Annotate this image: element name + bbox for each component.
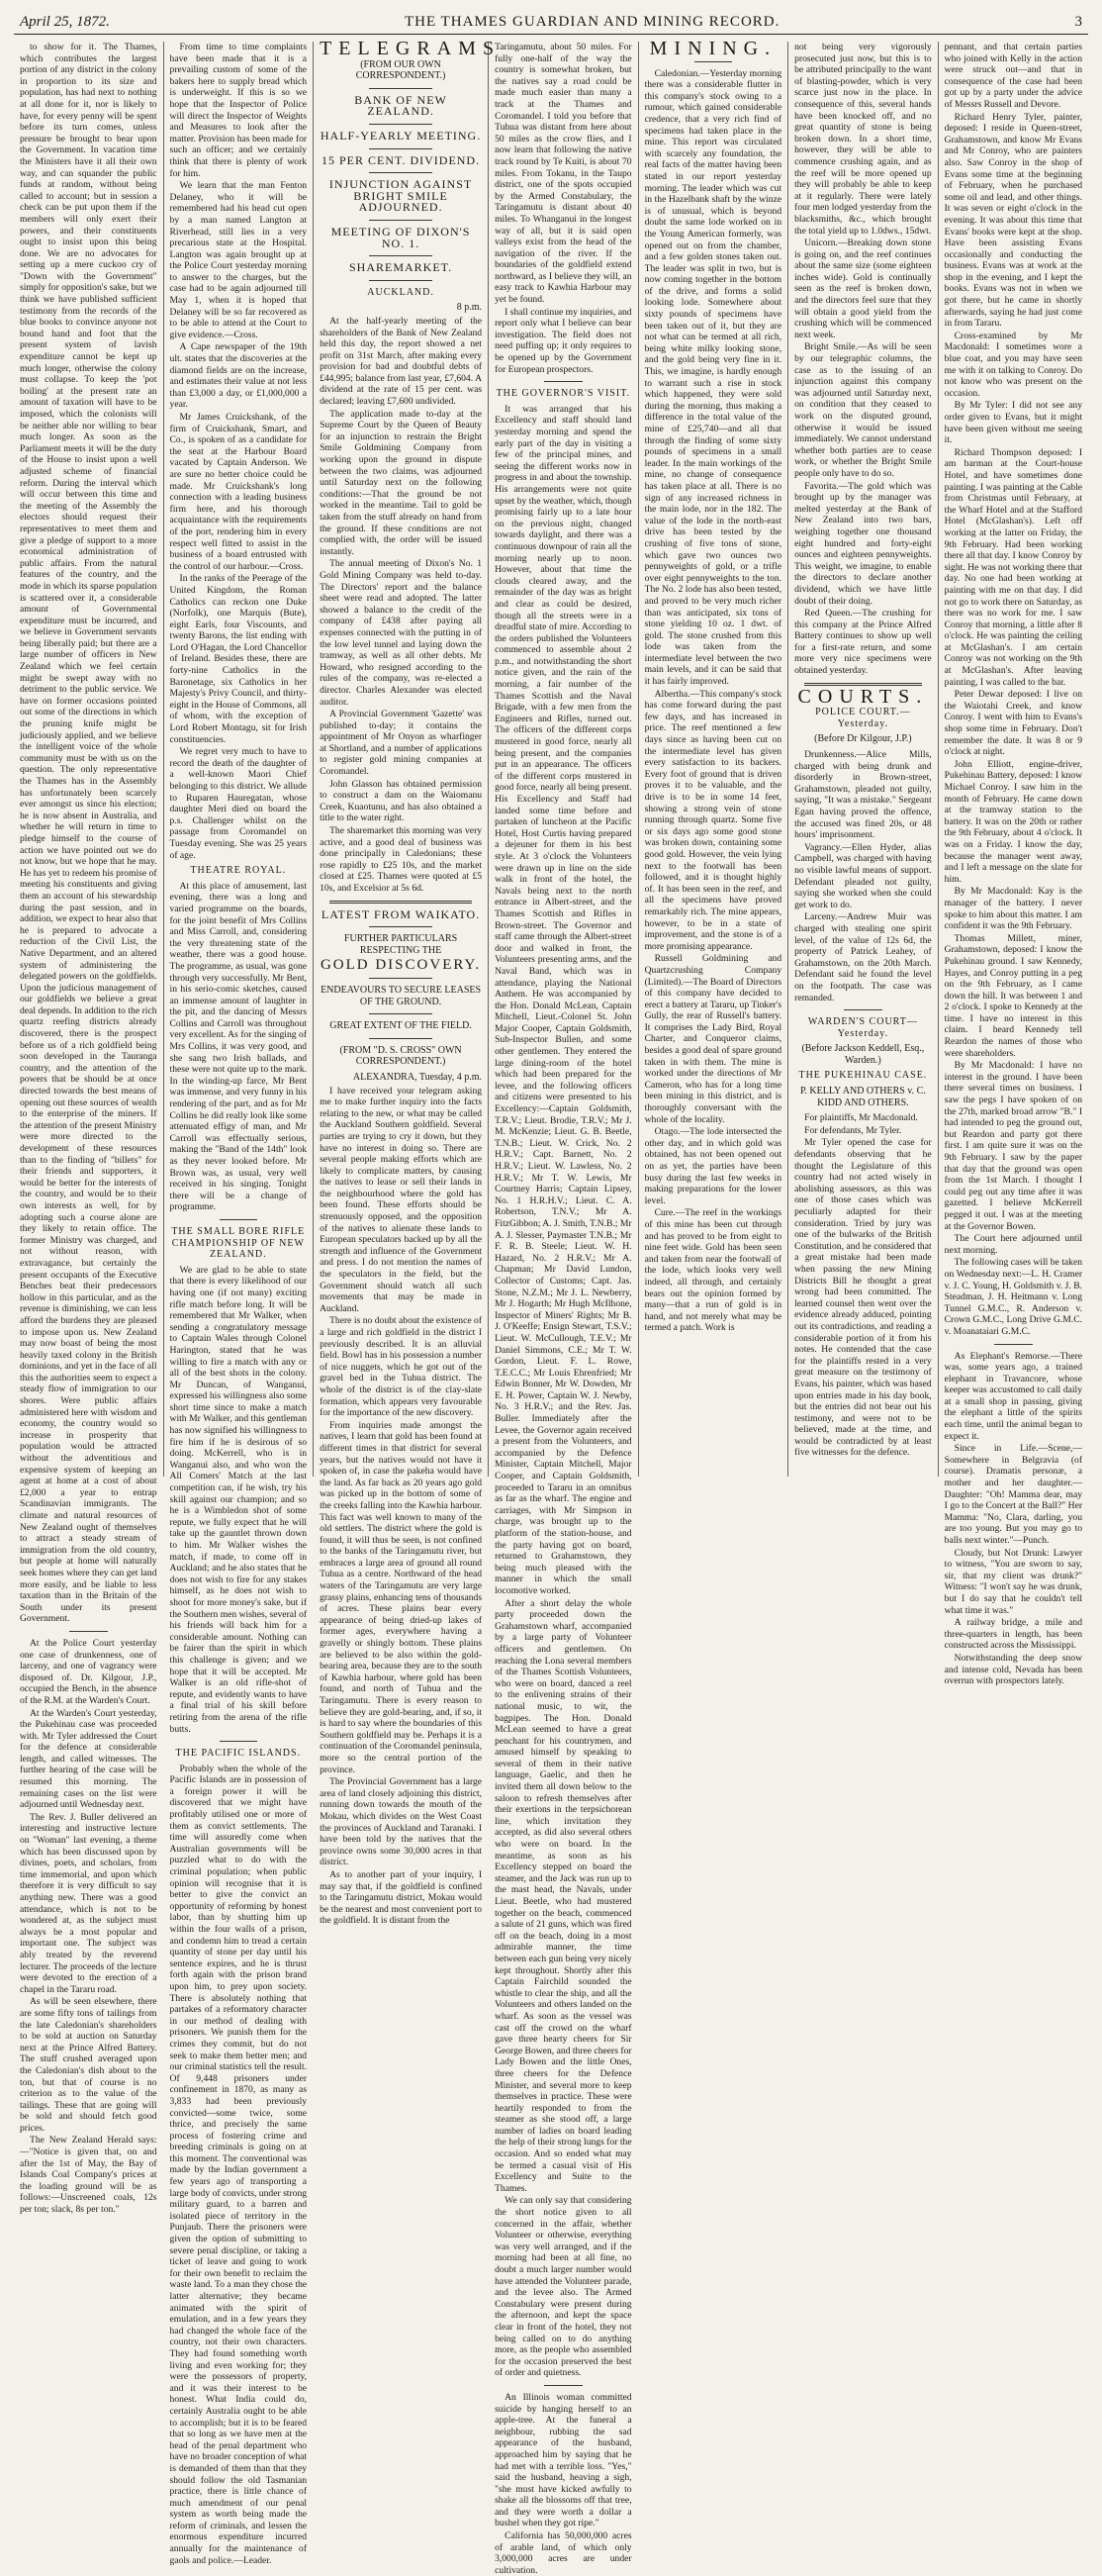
case-parties: P. KELLY AND OTHERS v. C. KIDD AND OTHERS. (799, 1086, 926, 1108)
court-paragraph: Thomas Millett, miner, Grahamstown, deposed: I know the Pukehinau ground. I saw Kennedy, Hayes, and Conroy putting in a peg on the 9th February, as I came down the hill. It was between 1 and 2 o'clock. I spoke to Kennedy at the time. I have no interest in this claim. I heard Kennedy tell Reardon the names of those who were shareholders. (944, 932, 1083, 1059)
page-number: 3 (1074, 13, 1082, 30)
court-paragraph: Richard Thompson deposed: I am barman at the Court-house Hotel, and have sometimes done painting. I was painting at the Cable from Christmas until February, at the Wharf Hotel and at the Stafford Hotel (McGlashan's). Left off working at the latter on Friday, the 9th February. Had been working there all that day. I know Conroy by sight. He was not working there that day. No one had been working at painting with me on that day. I did not go to work there on Saturday, as there was no work for me. I saw Conroy that morning, a little after 8 o'clock. He was painting the ceiling at McGlashan's. I am certain Conroy was not working on the 9th at McGlashan's. After leaving painting, I was called to the bar. (944, 446, 1083, 688)
mining-paragraph: Bright Smile.—As will be seen by our telegraphic columns, the case as to the issuing of an injunction against this company was adjourned until Saturday next, on condition that they ceased to work on the disputed ground, otherwise it would be issued immediately. We cannot understand whether both parties are to cease work, or whether the Bright Smile people only have to do so. (794, 341, 932, 479)
mining-paragraph: Albertha.—This company's stock has come forward during the past few days, and has increased in price. The reef mentioned a few days since as having been cut on the intermediate level has given every satisfaction to its backers. Every foot of ground that is driven proves it to be valuable, and the drive is to be in some 14 feet, showing a strong vein of stone running through quartz. Some five or six days ago some good stone was broken down, containing some good gold. However, the vein lying next to the footwall has been followed, and it is thought highly of. It has been seen in the reef, and all the specimens have proved remarkably rich. The mine appears, however, to be in a state of improvement, and the stone is of a more promising appearance. (644, 688, 782, 952)
subheading: (FROM "D. S. CROSS" OWN CORRESPONDENT.) (339, 1044, 462, 1068)
report-paragraph: It was arranged that his Excellency and staff should land yesterday morning and spend the early part of the day in visiting a few of the principal mines, and seeing the different works now in progress in and about the township. His arrangements were not quite upset by the weather, which, though promising fairly up to a late hour on the previous night, changed towards daylight, and there was a continuous downpour of rain all the morning nearly up to noon. However, about that time the clouds cleared away, and the remainder of the day was as bright and clear as could be desired, though all the streets were in a dreadful state of mire. According to the orders published the Volunteers commenced to assemble about 2 p.m., and notwithstanding the short notice given, and the rain of the morning, a fair number of the Thames Scottish and the Naval Brigade, with a few men from the Engineers and Rifles, turned out. The officers of the different corps mustered in good force, nearly all being present, and the companies put in an appearance. The officers of the different corps mustered in good force, nearly all being present. His Excellency and Staff had landed some time before and partaken of luncheon at the Pacific Hotel, Host Curtis having prepared a dejeuner for them in his best style. At 3 o'clock the Volunteers were drawn up in line on the side walk in front of the hotel, the Navals being next to the north entrance in Albert-street, and the Thames Scottish and Rifles in Brown-street. The Governor and staff came through the Albert-street door and walked in front, the Volunteers presenting arms, and the Naval Band, which was in attendance, playing the National Anthem. He was accompanied by the Hon. Donald McLean, Captain Mitchell, Lieut.-Colonel St. John Major Cooper, Captain Goldsmith, Sub-Inspector Bullen, and some other gentlemen. They entered the large dining-room of the hotel which had been prepared for the levee, and the following officers and citizens were presented to his Excellency:—Captain Goldsmith, T.R.V.; Lieut. Brodie, T.R.V.; Mr J. M. McKenzie; Lieut. G. B. Beetle, T.N.B.; Lieut. W. Crick, No. 2 H.R.V.; Capt. Barnett, No. 2 H.R.V.; Lieut. W. Lawless, No. 2 H.R.V.; Mr T. W. Lewis, Mr Courtney Harris; Captain Lipsey, No. 1 H.R.H.V.; Lieut. C. A. Robertson, T.N.V.; Mr A. FitzGibbon; A. J. Smith, T.N.B.; Mr A. J. Slesser, Paymaster T.N.B.; Mr F. R. B. Steele; Lieut. W. H. Hazard, No. 2 H.R.V.; Mr A. Chapman; Mr David Lundon, Collector of Customs; Capt. Jas. Stone, N.Z.M.; Mr J. L. Newberry, Mr J. Hogarth; Mr Hugh McIlhone, Inspector of Miners' Rights; Mr B. J. O'Keeffe; Ensign Stewart, T.S.V.; Lieut. W. McCullough, T.E.V.; Mr Daniel Simmons, C.E.; Mr T. W. Gordon, Lieut. F. L. Rowe, T.E.C.C.; Mr Louis Ehrenfried; Mr Edwin Bonner, Mr W. Dowden, Mr E. H. Power, Captain W. J. Newby, No. 3 H.R.V.; and the Rev. Jas. Buller. Immediately after the Levee, the Governor again received a present from the Volunteers, and accompanied by the Defence Minister, Captain Mitchell, Major Cooper, and Captain Goldsmith, proceeded to Tararu in an omnibus as far as the wharf. The engine and carriages, with Mr Simpson in charge, was brought up to the platform of the station-house, and the party having got on board, returned to Grahamstown, they being much pleased with the manner in which the small locomotive worked. (495, 403, 632, 1596)
court-heading: WARDEN'S COURT—Yesterday. (807, 1016, 918, 1039)
news-paragraph: From time to time complaints have been made that it is a prevailing custom of some of the bakers here to supply bread which is underweight. If this is so we hope that the Inspector of Police will direct the Inspector of Weights and Measures to look after the matter. Provision has been made for such an officer; and we certainly think that there is plenty of work for him. (169, 42, 308, 179)
dateline-place: AUCKLAND. (367, 286, 434, 298)
divider (329, 901, 472, 904)
report-paragraph: As to another part of your inquiry, I may say that, if the goldfield is confined to the Taringamutu district, Mokau would be the nearest and most convenient port to the goldfield. It is distant from the (320, 1868, 483, 1927)
subheading: GREAT EXTENT OF THE FIELD. (329, 1020, 472, 1032)
news-paragraph: An Illinois woman committed suicide by hanging herself to an apple-tree. At the funeral a neighbour, rubbing the sad appearance of the husband, approached him by saying that he had met with a terrible loss. "Yes," said the husband, heaving a sigh, "she must have kicked awfully to shake all the blossoms off that tree, and they were worth a dollar a bushel when they got ripe." (495, 2391, 632, 2529)
report-paragraph: Taringamutu, about 50 miles. For fully one-half of the way the country is somewhat broken, but the natives say a road could be made much easier than many a track at the Thames and Coromandel. I told you before that Tuhua was distant from here about 50 miles as the crow flies, and I now learn that following the native track round by Te Kuiti, is about 70 miles. From Tokanu, in the Taupo district, one of the spots occupied by the Armed Constabulary, the Taringamutu is distant about 40 miles. To Whanganui in the longest way of all, but it is said open valleys exist from the head of the navigation of the river. If the boundaries of the goldfield extend northward, as I believe they will, an easy track to Kawhia Harbour may yet be found. (495, 42, 632, 306)
counsel-line: For defendants, Mr Tyler. (804, 1124, 902, 1136)
headline: MEETING OF DIXON'S NO. 1. (330, 224, 471, 250)
column-3 (314, 38, 502, 1927)
column-6 (788, 42, 939, 1477)
mining-paragraph: Caledonian.—Yesterday morning there was a considerable flutter in this company's stock owing to a rumour, which gained considerable credence, that a very rich find of specimens had taken place in the mine. This report was circulated with scarcely any foundation, the real facts of the matter having been stated in our report yesterday morning. The leader which was cut in the Hazelbank shaft by the winze is of unusual, which is beyond doubt the same lode worked on in the Young American formerly, was opened out on from the chamber, and a few golden stones taken out. The leader was split in two, but is now coming together in the bottom of the drive, and forms a solid looking lode. Somewhere about sixty pounds of specimens have been taken out of it, but they are not what can be termed at all rich, being white milky looking stone, and the gold being very fine in it. This, we imagine, is hardly enough to warrant such a rise in stock which happened, they were sold during the morning, thus making a difference in the total value of the mine of £25,740—and all that through the finding of some sixty pounds of specimens in a small leader. In the main workings of the mine, no change of consequence has taken place at all. There is no sign of any increased richness in the main lode, nor in the 182. The value of the lode in the north-east drive has been tested by the crushing of five tons of stone, which gave two ounces two pennyweights of gold, or a trifle over eight pennyweights to the ton. The No. 2 lode has also been tested, and proved to be very much richer than was anticipated, six tons of stone yielding 10 oz. 1 dwt. of gold. The stone crushed from this lode was taken from the intermediate level between the two main levels, and it can be said that it has fairly improved. (644, 67, 782, 688)
headline: HALF-YEARLY MEETING. (320, 128, 482, 143)
column-5 (639, 38, 789, 1477)
divider (220, 1741, 258, 1742)
news-paragraph: A Cape newspaper of the 19th ult. states that the discoveries at the diamond fields are on the increase, and estimates their value at not less than £3,000 a day, or £1,000,000 a year. (169, 341, 308, 411)
section-heading-theatre: THEATRE ROYAL. (190, 865, 287, 877)
dateline-time: 8 p.m. (456, 302, 483, 314)
court-paragraph: Larceny.—Andrew Muir was charged with stealing one spirit level, of the value of 12s 6d, the property of Patrick Leahey, of Grahamstown, on the 20th March. Defendant said he found the level on the footpath. The case was remanded. (794, 911, 932, 1003)
court-paragraph: Drunkenness.—Alice Mills, charged with being drunk and disorderly in Brown-street, Grahamstown, pleaded not guilty, saying, "It was a mistake." Sergeant Egan having proved the offence, the accused was fined 20s, or 48 hours' imprisonment. (794, 749, 932, 841)
headline: BANK OF NEW ZEALAND. (354, 92, 447, 119)
court-paragraph: Mr Tyler opened the case for defendants observing that he thought the Legislature of this country had not acted wisely in abolishing assessors, as this was one of those cases which was peculiarly adapted for their consideration. Tried by jury was one of the bulwarks of the British Constitution, and he considered that a great mistake had been made when passing the new Mining Districts Bill he thought a great wrong had been committed. The learned counsel then went over the evidence already adduced, pointing out its contradictions, and reading a considerable portion of it from his notes. He contended that the case for the plaintiffs rested in a very great measure on the testimony of Evans, his painter, which was based upon entries made in his day book, but the entries did not bear out his testimony, and were not to be believed, made at the time, and would be contradicted by at least five witnesses for the defence. (794, 1137, 932, 1459)
court-paragraph: By Mr Macdonald: I have no interest in the ground. I have been there several times on business. I saw the pegs I have spoken of on the 27th, marked broad arrow "B." I had intended to peg the ground out, but Reardon and party got there first. I am quite sure it was on the 9th February. I saw by the paper that day that the ground was open from the 1st March. I thought I could peg out any time after it was gazetted. I believe McKerrell pegged it out. I was at the meeting at the Governor Bowen. (944, 1060, 1083, 1232)
divider (369, 280, 432, 281)
divider (994, 1344, 1033, 1345)
court-paragraph: The following cases will be taken on Wednesday next:—L. H. Cramer v. J. C. Young, H. Goldsmith v. J. B. Steadman, J. H. Heitmann v. Long Tunnel G.M.C., R. Anderson v. Crown G.M.C., Long Drive G.M.C. v. Moanataiari G.M.C. (944, 1257, 1083, 1337)
divider (369, 88, 432, 89)
mining-paragraph: Red Queen.—The crushing for this company at the Prince Alfred Battery continues to show up well for a first-rate return, and some more very nice specimens were obtained yesterday. (794, 608, 932, 677)
news-paragraph: In the ranks of the Peerage of the United Kingdom, the Roman Catholics can reckon one Duke (Norfolk), one Marquis (Bute), eight Earls, four Viscounts, and twenty Barons, the list ending with Lord O'Hagan, the Lord Chancellor of Ireland. Besides these, there are forty-nine Catholics in the Baronetage, six Catholics in her Majesty's Privy Council, and thirty-eight in the House of Commons, all of whom, with the exception of Lord Robert Montagu, sit for Irish constituencies. (169, 573, 308, 745)
court-paragraph: Richard Henry Tyler, painter, deposed: I reside in Queen-street, Grahamstown, and know Mr Evans and Mr Conroy, who are painters also. Saw Conroy in the shop of Evans some time at the beginning of February, when he purchased some oil and lead, and other things. It was seven or eight o'clock in the evening. It was about this time that Evans' books were kept at the shop. Have been assisting Evans occasionally and conducting the business. Evans was at work at the shop in the evening, and I kept the books. Evans was not in when we got there, but he came in shortly afterwards, saying he had just come in from Tararu. (944, 111, 1083, 330)
news-paragraph: As will be seen elsewhere, there are some fifty tons of tailings from the late Caledonian's shareholders to be sold at auction on Saturday next at the Prince Alfred Battery. The stuff crushed averaged upon the Caledonian's dish about to the ton, but that of course is no criterion as to the value of the tailings. These that are going will be sold and should fetch good prices. (20, 1996, 157, 2134)
column-4 (489, 42, 639, 2576)
divider (369, 255, 432, 256)
news-paragraph: We learn that the man Fenton Delaney, who it will be remembered had his head cut open by a man named Langton at Riverhead, still lies in a very precarious state at the Hospital. Langton was again brought up at the Police Court yesterday morning to answer to the charges, but the case had to be again adjourned till May 1, when it is hoped that Delaney will be so far recovered as to be able to attend at the Court to give evidence.—Cross. (169, 180, 308, 340)
court-paragraph: Peter Dewar deposed: I live on the Waiotahi Creek, and know Conroy. I went with him to Evans's shop some time in February. Don't remember the date. It was 8 or 9 o'clock at night. (944, 689, 1083, 758)
mining-paragraph: Unicorn.—Breaking down stone is going on, and the reef continues about the same size (some eighteen inches wide). Gold is continually seen as the reef is broken down, and the directors feel sure that they will obtain a good yield from the crushing which will be commenced next week. (794, 238, 932, 340)
section-heading-governor: THE GOVERNOR'S VISIT. (496, 388, 631, 400)
case-title: THE PUKEHINAU CASE. (798, 1070, 928, 1082)
report-paragraph: We can only say that considering the short notice given to all concerned in the affair, whether Volunteer or otherwise, everything was very well arranged, and if the morning had been at all fine, no doubt a much larger number would have attended the Volunteer parade, and the levee also. The Armed Constabulary were present during the afternoon, and kept the space clear in front of the hotel, they not being called on to do anything more, as the people who assembled for the occasion preserved the best of order and quietness. (495, 2195, 632, 2379)
court-subheading: (Before Dr Kilgour, J.P.) (814, 733, 912, 745)
counsel-line: For plaintiffs, Mr Macdonald. (804, 1112, 918, 1124)
report-paragraph: After a short delay the whole party proceeded down the Grahamstown wharf, accompanied by a large party of Volunteer officers and gentlemen. On reaching the Lona several members of the Thames Scottish Volunteers, who were on board, danced a reel to the enlivening strains of their national music, to wit, the bagpipes. The Hon. Donald McLean seemed to have a great penchant for his countrymen, and amused himself by speaking to several of them in their native language, Gaelic, and then he invited them all down below to the saloon to refresh themselves after their exertions in the terpsichorean line, which invitation they accepted, as did also several others who were on board. In the meantime, as soon as his Excellency stepped on board the steamer, and the Jack was run up to the mast head, the Navals, under Lieut. Beetle, who had mustered together on the beach, commenced a salute of 21 guns, which was fired off on the beach, doing in a most admirable manner, the time between each gun being very nicely kept throughout. Shortly after this Captain Fairchild sounded the whistle to clear the ship, and all the Volunteers and others landed on the wharf. As soon as the vessel was cast off the crowd on the wharf gave three hearty cheers for Sir George Bowen, and three cheers for Lady Bowen and the little Ones, three cheers for the Defence Minister, and several more to keep themselves in practice. These were heartily responded to from the steamer as she stood off, a large number of ladies on board leading the help of their strong lungs for the occasion. And so ended what may be termed a casual visit of His Excellency and Suite to the Thames. (495, 1597, 632, 2194)
report-paragraph: I have received your telegram asking me to make further inquiry into the facts relating to the new, or what may be called the Auckland Southern goldfield. Several parties are trying to cry it down, but they have no interest in doing so. There are several people making efforts which are likely to complicate matters, by causing the natives to lease or sell their lands in the neighbourhood where the gold has been found. These efforts should be strenuously opposed, and the opposition of the natives to alienate these lands to European speculators backed up by all the strength and influence of the Government and press. I do not mention the names of the speculators in the field, but the Government should watch all such movements that may be made in Auckland. (320, 1085, 483, 1314)
divider (369, 220, 432, 221)
mining-paragraph: Cure.—The reef in the workings of this mine has been cut through and has proved to be from eight to nine feet wide. Gold has been seen and taken from near the footwall of the lode, which looks very well indeed, all through, and certainly bears out the opinion formed by many—that a run of gold is in hand, and not merely what may be termed a patch. Work is (644, 1207, 782, 1334)
report-paragraph: From inquiries made amongst the natives, I learn that gold has been found at different times in that district for several years, but the natives would not have it spoken of, in case the pakeha would have the land. As far back as 20 years ago gold was picked up in the bottom of some of the creeks falling into the Kawhia harbour. This fact was well known to many of the old settlers. The district where the gold is found, it will thus be seen, is not confined to the banks of the Taringamutu river, but embraces a large area of ground all round Tuhua as a centre. Northward of the head waters of the Taringamutu are very large grassy plains, enhancing tens of thousands of acres. These plains bear every appearance of being dried-up lakes of former ages, everywhere having a gravelly or shingly bottom. These plains are believed to be also within the gold-bearing area, because they are to the south of Kawhia harbour, where gold has been found, and north of Tuhua and the Taringamutu. There is every reason to believe they are gold-bearing, and, if so, it is hard to say where the boundaries of this Southern goldfield may be. Perhaps it is a continuation of the Coromandel peninsula, more so the central portion of the province. (320, 1419, 483, 1775)
section-heading-rifle: THE SMALL BORE RIFLE CHAMPIONSHIP OF NEW ZEALAND. (171, 1225, 306, 1261)
section-heading-waikato: LATEST FROM WAIKATO. (321, 906, 481, 921)
report-paragraph: I shall continue my inquiries, and report only what I believe can bear investigation. The field does not need puffing up; it only requires to be opened up by the Government for European prospectors. (495, 306, 632, 375)
divider (369, 124, 432, 125)
subheading: FURTHER PARTICULARS RESPECTING THE (343, 933, 458, 956)
divider (369, 172, 432, 173)
telegram-paragraph: The application made to-day at the Supreme Court by the Queen of Beauty for an injunction to restrain the Bright Smile Goldmining Company from working upon the ground in dispute between the two claims, was adjourned until Saturday next on the following conditions:—That the ground be not worked in the meantime. Tail to gold be taken from the stuff already on hand from the ground. If these conditions are not complied with, the order will be issued instantly. (320, 408, 483, 557)
news-paragraph: Mr James Cruickshank, of the firm of Cruickshank, Smart, and Co., is spoken of as a candidate for the seat at the Harbour Board vacated by Captain Anderson. We are sure no better choice could be made. Mr Cruickshank's long connection with a leading business firm here, and his thorough acquaintance with the requirements of the port, rendering him in every respect well fitted to assist in the business of a board entrusted with the control of our harbour.—Cross. (169, 412, 308, 572)
telegrams-subtitle: (FROM OUR OWN CORRESPONDENT.) (355, 58, 446, 82)
subheading-gold: GOLD DISCOVERY. (320, 957, 482, 974)
news-paragraph: Since in Life.—Scene,—Somewhere in Belgravia (of course). Dramatis personæ, a mother and her daughter.—Daughter: "Oh! Mamma dear, may I go to the Concert at the Ball?" Her Mamma: "No, Clara, darling, you are too young. But you may go to balls next winter."—Punch. (944, 1443, 1083, 1546)
columns (14, 38, 1088, 2576)
report-paragraph: There is no doubt about the existence of a large and rich goldfield in the district I previously described. It is an alluvial field. Bowl has in his possession a number of nice nuggets, which he got out of the gravel bed in the Tuhua district. The whole of the district is of the clay-slate formation, which appears very favourable for the importance of the new discovery. (320, 1315, 483, 1419)
news-paragraph: As Elephant's Remorse.—There was, some years ago, a trained elephant in Travancore, whose keeper was accustomed to call daily at a small shop in passing, giving the elephant a little of the spirits each time, until the animal began to expect it. (944, 1350, 1083, 1442)
divider (369, 148, 432, 149)
page-header (14, 10, 1088, 35)
court-paragraph: Cross-examined by Mr Macdonald: I sometimes wore a blue coat, and you may have seen me with it on talking to Conroy. Do not know who was present on the occasion. (944, 330, 1083, 399)
telegram-paragraph: John Glasson has obtained permission to construct a dam on the Waiomanu Creek, Kuaotunu, and has also obtained a title to the water right. (320, 778, 483, 824)
column-1 (14, 42, 164, 2216)
editorial-paragraph: to show for it. The Thames, which contributes the largest portion of any district in the colony in proportion to its size and population, has had next to nothing at all done for it, nor is likely to have, for every penny will be spent before its turn comes, unless pressure be brought to bear upon the Government. In vacation time the Ministers have it all their own way, and can squander the public funds at random, without being called to account; but in session a check can be put upon them if the members will only exert their powers, and their constituents ought to insist upon this being done. We are no advocates for setting up a mere cuckoo cry of "Down with the Government" simply for opposition's sake, but we think we have published sufficient testimony from the records of the blue books to convince anyone not bound hand and foot that the present system of lavish expenditure cannot be kept up much longer, otherwise the colony must collapse. To keep the 'pot boiling' at the present rate an amount of taxation will have to be imposed, which the colonists will be neither able nor willing to bear much longer. As soon as the Parliament meets it will be the duty of the House to insist upon a well adjusted scheme of financial reform. During the interval which will occur between this time and the meeting of the Assembly the electors should request their representatives to meet them and give a pledge of support to a more economical administration of public affairs. From the natural features of the country, and the mode in which its sparse population is scattered over it, a considerable amount of Governmental expenditure must be incurred, and we believe in Government servants being liberally paid; but there are a large number of officers in New Zealand which we feel certain might be swept away with no detriment to the public service. We have on former occasions pointed out some of the directions in which the pruning knife might be judiciously applied, and we believe the intelligent voice of the whole community must be with us on the question. The only representative the Thames has in the Assembly has unfortunately been scarcely ever amongst us since his election; he is now absent in Australia, and whether he will return in time to pledge himself to the course of action we have pointed out we do not know, but we hope that he may. He has yet to redeem his promise of meeting his constituents and giving them an account of his stewardship during the past session, and in addition, we expect to hear also that he is prepared to advocate a reduction of the Civil List, the Native Department, and an altered system of administering the delegated powers on the goldfields. Upon the judicious management of our goldfields we believe a great deal depends. In addition to the rich quartz reefing districts already discovered, there is the prospect before us of a rich goldfield being soon developed in the Tauranga country, and the attention of the powers that be should be at once directed towards the best means of opening out these sources of wealth to the enterprise of the miners. If the attention of the present Ministry were more directed to the development of these resources than to the finding of "billets" for their friends and supporters, it would be better for the interests of the country, and would be to their own interests as well, for by adopting such a course alone are they likely to retain office. The former Ministry was charged, and not without reason, with extravagance, but certainly the present occupants of the Executive Benches beat their predecessors hollow in this particular, and as the revenue is diminishing, we can less afford the burdens they are pleased to impose upon us. New Zealand may now boast of being the most heavily taxed colony in the British dominions, and yet in the face of all this the authorities seem to expect a steady flow of immigration to our shores. Were public affairs administered here with wisdom and economy, the country would so increase in prosperity that population would be attracted without the adventitious and expensive system of keeping an agent at home at a cost of about £2,000 a year to entrap Scandinavian immigrants. The climate and natural resources of New Zealand ought of themselves to attract a steady stream of immigration from the old country, but people at home will naturally seek homes where they can get land more easily, and be liable to less taxation than in the Britain of the South under its present Government. (20, 42, 157, 1625)
telegram-paragraph: At the half-yearly meeting of the shareholders of the Bank of New Zealand held this day, the report showed a net profit on 31st March, after making every provision for bad and doubtful debts of £44,995; balance from last year, £7,604. A dividend at the rate of 15 per cent. was declared; leaving £7,600 undivided. (320, 315, 483, 408)
headline: SHAREMARKET. (349, 260, 453, 275)
subheading: ENDEAVOURS TO SECURE LEASES OF THE GROUND. (321, 984, 482, 1007)
mining-paragraph: Otago.—The lode intersected the other day, and in which gold was obtained, has not been opened out on as yet, the parties have been busy during the last few weeks in making preparations for the lower level. (644, 1126, 782, 1206)
news-paragraph: We are glad to be able to state that there is every likelihood of our having one (if not many) exciting rifle match before long. It will be remembered that Mr Walker, when sending a congratulatory message to Captain Wales through Colonel Harington, stated that he was willing to fire a match with any or all of the best shots in the colony. Mr Duncan, of Wanganui, expressed his willingness also some short time since to make a match with Mr Walker, and this gentleman has now signified his willingness to fire him if he is desirous of so doing. McKerrell, who is in Wanganui also, and who won the All Comers' Match at the last competition can, if he wish, try his skill against our champion; and so he is a Wimbledon shot of some repute, we fully expect that he will take up the gauntlet thrown down to him. Mr Walker wishes the match, if made, to come off in Auckland; and he also states that he does not wish to fire for any stakes himself, as he does not wish to shoot for more money's sake, but if the Southern men wishes, several of his friends will back him for a considerable amount. Nothing can be fairer than the spirit in which this challenge is given; and we hope that it will be accepted. Mr Walker is an old rifle-shot of repute, and evidently wants to have a final trial of his skill before retiring from the arena of the rifle butts. (169, 1264, 308, 1735)
news-paragraph: Probably when the whole of the Pacific Islands are in possession of a foreign power it will be discovered that we might have profitably utilised one or more of them as convict settlements. The time will assuredly come when Australian governments will be puzzled what to do with the criminal population; when public opinion will recognise that it is better to give the convict an opportunity of reforming by honest labor, than by shutting him up within the four walls of a prison, and condemn him to tread a certain quantity of stone per day until his sentence expires, and he is thrust forth again with the prison brand upon him, to prey upon society. There is absolutely nothing that partakes of a reformatory character in our method of dealing with prisoners. We punish them for the crimes they commit, but do not seek to make them better men; and our criminal statistics tell the result. Of 9,448 prisoners under confinement in 1870, as many as 3,833 had been previously convicted—some twice, some thrice, and precisely the same process of fostering crime and breeding criminals is going on at this moment. The conventional was made by the Indian government a few years ago of transporting a large body of convicts, under strong military guard, to a barren and isolated piece of territory in the Punjaub. There the prisoners were given the option of submitting to severe penal discipline, or taking a ticket of leave and going to work for their own benefit to reclaim the waste land. To a man they chose the latter alternative; they became animated with the spirit of emulation, and in a few years they had changed the whole face of the country, not their own characters. They had found something worth living and even working for; they were the possessors of property, and it was their interest to be honest. What India could do, certainly Australia ought to be able to accomplish; but it is to be feared that so long as we have men at the head of the penal department who have no broader conception of what is demanded of them than that they should follow the old Tasmanian practice, there is little chance of much amendment of our penal system as worth being made the reform of criminals, and lessen the enormous expenditure incurred annually for the maintenance of gaols and police.—Leader. (169, 1763, 308, 2566)
news-paragraph: The Rev. J. Buller delivered an interesting and instructive lecture on "Woman" last evening, a theme which has been discussed upon by divines, poets, and scholars, from time immemorial, and upon which therefore it is very difficult to say anything new. There was a good attendance, which is not to be wondered at, as the subject must always be a most popular and important one. The subject was ably treated by the reverend lecturer. The proceeds of the lecture were devoted to the erection of a chapel in the Tararu road. (20, 1811, 157, 1995)
court-paragraph: John Elliott, engine-driver, Pukehinau Battery, deposed: I know Michael Conroy. I saw him in the month of February. He came down at the tramway station to the battery. It was on the 20th or rather the 9th February, about 4 o'clock. It was on a Friday. I know the day, because the manager went away, and I left a message on the slate for him. (944, 758, 1083, 885)
divider (369, 1013, 432, 1014)
court-paragraph: By Mr Macdonald: Kay is the manager of the battery. I never spoke to him about this matter. I am confident it was the 9th February. (944, 886, 1083, 932)
court-heading: POLICE COURT.—Yesterday. (815, 707, 911, 729)
divider (69, 1631, 108, 1632)
news-paragraph: Cloudy, but Not Drunk: Lawyer to witness, "You are sworn to say, sir, that my client was drunk?" Witness: "I won't say he was drunk, but I do say that he couldn't tell what time it was." (944, 1547, 1083, 1616)
telegram-paragraph: A Provincial Government 'Gazette' was published to-day; it contains the appointment of Mr Onyon as wharfinger at Shortland, and a number of applications to register gold mining companies at Coromandel. (320, 709, 483, 778)
telegrams-title: TELEGRAMS (320, 38, 502, 59)
report-paragraph: The Provincial Government has a large area of land closely adjoining this district, running down towards the mouth of the Mokau, which divides on the West Coast the provinces of Auckland and Taranaki. I have been told by the natives that the province owns some 30,000 acres in that district. (320, 1776, 483, 1868)
news-paragraph: The New Zealand Herald says:—"Notice is given that, on and after the 1st of May, the Bay of Islands Coal Company's prices at the loading ground will be as follows:—Unscreened coals, 12s per ton; slack, 8s per ton." (20, 2135, 157, 2216)
telegram-paragraph: The sharemarket this morning was very active, and a good deal of business was done principally in Caledonians; these rose rapidly to £25 10s, and the market closed at £25. Thames were quoted at £5 10s, and Excelsior at 5s 6d. (320, 825, 483, 894)
telegram-paragraph: The annual meeting of Dixon's No. 1 Gold Mining Company was held to-day. The Directors' report and the balance sheet were read and adopted. The latter showed a balance to the credit of the company of £438 after paying all expenses connected with the putting in of the low level tunnel and laying down the tramway, as well as all other debts. Mr Howard, who resigned according to the rules of the company, was re-elected a director. Charles Alexander was elected auditor. (320, 558, 483, 708)
mining-paragraph: Russell Goldmining and Quartzcrushing Company (Limited).—The Board of Directors of this company have decided to erect a battery at Tararu, up Tinker's Gully, the rear of Russell's battery. It comprises the Lady Bird, Royal Charter, and Conqueror claims, besides a good deal of spare ground taken in with them. The mine is worked under the directions of Mr Cameron, who has for a long time been mining in this district, and is thoroughly conversant with the whole of the locality. (644, 953, 782, 1125)
news-paragraph: We regret very much to have to record the death of the daughter of a well-known Maori Chief belonging to this district. We allude to Ruparen Hauregatan, whose daughter Meri died on board the p.s. Challenger whilst on the passage from Coromandel on Tuesday evening. She was 25 years of age. (169, 746, 308, 861)
divider (220, 1219, 258, 1220)
column-7 (939, 42, 1088, 1687)
masthead: THE THAMES GUARDIAN AND MINING RECORD. (404, 13, 781, 30)
news-paragraph: At this place of amusement, last evening, there was a long and varied programme on the boards, for the joint benefit of Mrs Collins and Miss Carroll, and, considering the very threatening state of the weather, there was a good house. The programme, as usual, was gone through very successfully. Mr Bent, in his serio-comic sketches, caused an immense amount of laughter in the pit, and the dancing of Messrs Collins and Carroll was throughout very excellent. As for the singing of Mrs Collins, it was very good, and she sang two Irish ballads, and these were not quite up to the mark. In the winding-up farce, Mr Bent was immense, and very funny in his rendering of the part, and as for Mr Collins he did really look like some attenuated effigy of man, and Mr Carroll was effectually serious, making the "Band of the 14th" look as they never looked before. Mr Brown was, as usual, very well received in his singing. Tonight there will be a change of programme. (169, 880, 308, 1213)
news-paragraph: Notwithstanding the deep snow and intense cold, Nevada has been overrun with prospectors lately. (944, 1652, 1083, 1687)
court-paragraph: pennant, and that certain parties who joined with Kelly in the action were struck out—and that in consequence of the case had been got up by a party under the advice of Messrs Russell and Devore. (944, 42, 1083, 110)
court-paragraph: Vagrancy.—Ellen Hyder, alias Campbell, was charged with having no visible lawful means of support. Defendant pleaded not guilty, saying she worked when she could get work to do. (794, 841, 932, 910)
headline: 15 PER CENT. DIVIDEND. (321, 152, 481, 167)
divider (844, 1009, 882, 1010)
mining-paragraph: Favorita.—The gold which was brought up by the manager was melted yesterday at the Bank of New Zealand into two bars, weighing together one thousand eight hundred and forty-eight ounces and eighteen pennyweights. This weight, we imagine, to enable the directors to declare another dividend, which we have little doubt of their doing. (794, 480, 932, 607)
column-2 (164, 42, 315, 2566)
courts-title: COURTS. (797, 685, 929, 708)
court-subheading: (Before Jackson Keddell, Esq., Warden.) (801, 1043, 925, 1066)
court-paragraph: The Court here adjourned until next morning. (944, 1233, 1083, 1256)
news-paragraph: At the Police Court yesterday one case of drunkenness, one of larceny, and one of vagrancy were disposed of. Dr. Kilgour, J.P., occupied the Bench, in the absence of the R.M. at the Warden's Court. (20, 1637, 157, 1706)
news-paragraph: California has 50,000,000 acres of arable land, of which only 3,000,000 acres are under cultivation. (495, 2530, 632, 2576)
divider (369, 926, 432, 927)
divider (369, 1038, 432, 1039)
newspaper-page (14, 10, 1088, 2576)
headline: INJUNCTION AGAINST BRIGHT SMILE ADJOURNED. (328, 177, 473, 215)
divider (544, 2385, 583, 2386)
mining-title: MINING. (649, 38, 778, 59)
news-paragraph: A railway bridge, a mile and three-quarters in length, has been constructed across the Mississippi. (944, 1617, 1083, 1652)
dateline: ALEXANDRA, Tuesday, 4 p.m. (352, 1071, 483, 1083)
section-heading-pacific: THE PACIFIC ISLANDS. (175, 1748, 302, 1760)
mining-paragraph: not being very vigorously prosecuted just now, but this is to be attributed principally to the want of blasting-powder, which is very scarce just now in the place. In consequence of this, several hands have been knocked off, and no great quantity of stone is being broken down. In a short time, however, they will be able to commence crushing again, and as the reef will be more opened up they will probably be able to keep at it regularly. There were lately four men lodged yesterday from the blacksmiths, &c., which brought the total yield up to 1.0dws., 15dwt. (794, 42, 932, 237)
court-paragraph: By Mr Tyler: I did not see any order given to Evans, but it might have been given without me seeing it. (944, 400, 1083, 446)
issue-date: April 25, 1872. (20, 13, 110, 30)
divider (694, 61, 733, 62)
news-paragraph: At the Warden's Court yesterday, the Pukehinau case was proceeded with. Mr Tyler addressed the Court for the defence at considerable length, and called witnesses. The further hearing of the case will be resumed this morning. The remaining cases on the list were adjourned until Wednesday next. (20, 1707, 157, 1811)
divider (544, 381, 583, 382)
divider (369, 978, 432, 979)
